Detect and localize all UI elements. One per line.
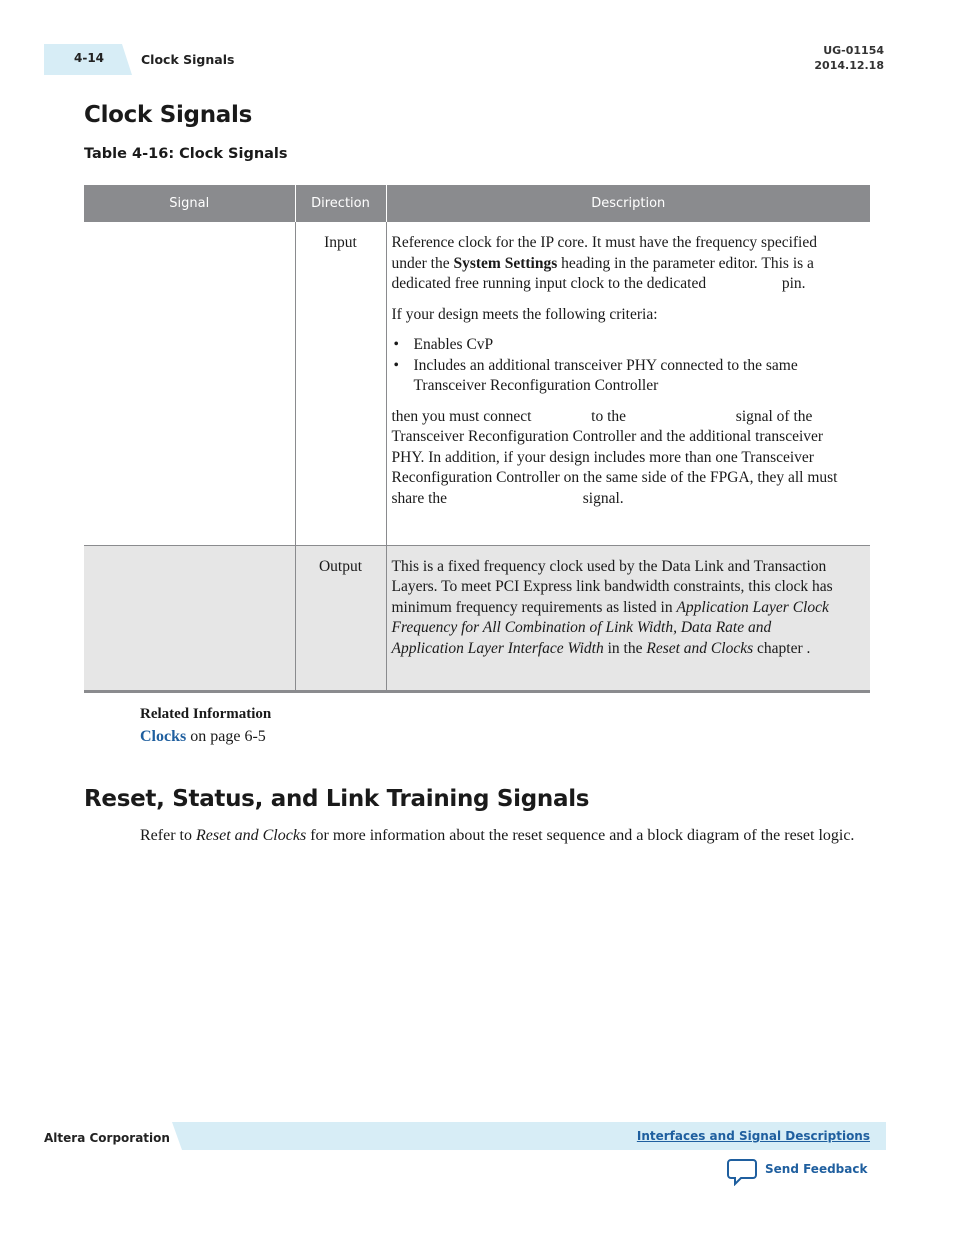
body-paragraph: Refer to Reset and Clocks for more information about the reset sequence and a block diagram of the reset logic. [140, 827, 855, 844]
footer-company: Altera Corporation [44, 1131, 170, 1145]
link-page-reference: on page 6-5 [186, 728, 266, 745]
clock-signals-table [84, 185, 870, 693]
column-header-signal: Signal [84, 185, 295, 222]
section-title-reset-status: Reset, Status, and Link Training Signals [84, 786, 590, 812]
direction-cell: Input [295, 222, 386, 545]
description-cell [386, 222, 870, 545]
doc-date: 2014.12.18 [814, 59, 884, 72]
related-information-title: Related Information [140, 706, 272, 722]
signal-cell [84, 222, 295, 545]
header-section-title: Clock Signals [141, 52, 235, 67]
section-title-clock-signals: Clock Signals [84, 102, 252, 128]
table-row [84, 545, 870, 691]
description-cell [386, 545, 870, 691]
send-feedback-label: Send Feedback [765, 1162, 868, 1176]
speech-bubble-icon [727, 1158, 757, 1186]
direction-cell: Output [295, 545, 386, 691]
signal-cell [84, 545, 295, 691]
doc-id: UG-01154 [823, 44, 884, 57]
description-paragraph: If your design meets the following criteria: [391, 305, 658, 323]
send-feedback-button[interactable] [727, 1158, 867, 1188]
chapter-link[interactable]: Interfaces and Signal Descriptions [636, 1129, 870, 1143]
column-header-direction: Direction [295, 185, 386, 222]
description-paragraph: Reference clock for the IP core. It must have the frequency specified under the System Settings heading in the parameter editor. This is a dedicated free running input clock to the dedicated pin. [391, 234, 817, 292]
list-item: • Includes an additional transceiver PHY connected to the same Transceiver Reconfiguration Controller [392, 356, 843, 397]
related-information-entry [140, 728, 266, 746]
list-item: • Enables CvP [392, 335, 843, 356]
document-id [814, 43, 884, 73]
table-row [84, 222, 870, 545]
page-number: 4-14 [74, 51, 105, 65]
description-paragraph: then you must connect to the signal of the Transceiver Reconfiguration Controller and the additional transceiver PHY. In addition, if your design includes more than one Transceiver Reconfiguration Controller on the same side of the FPGA, they all must share the signal. [391, 407, 838, 507]
criteria-list [392, 335, 843, 397]
clocks-link[interactable]: Clocks [140, 728, 187, 745]
column-header-description: Description [386, 185, 870, 222]
table-caption: Table 4-16: Clock Signals [84, 146, 288, 162]
description-paragraph: This is a fixed frequency clock used by the Data Link and Transaction Layers. To meet PCI Express link bandwidth constraints, this clock has minimum frequency requirements as listed in Application Layer Clock Frequency for All Combination of Link Width, Data Rate and Application Layer Interface Width in the Reset and Clocks chapter . [391, 557, 833, 657]
